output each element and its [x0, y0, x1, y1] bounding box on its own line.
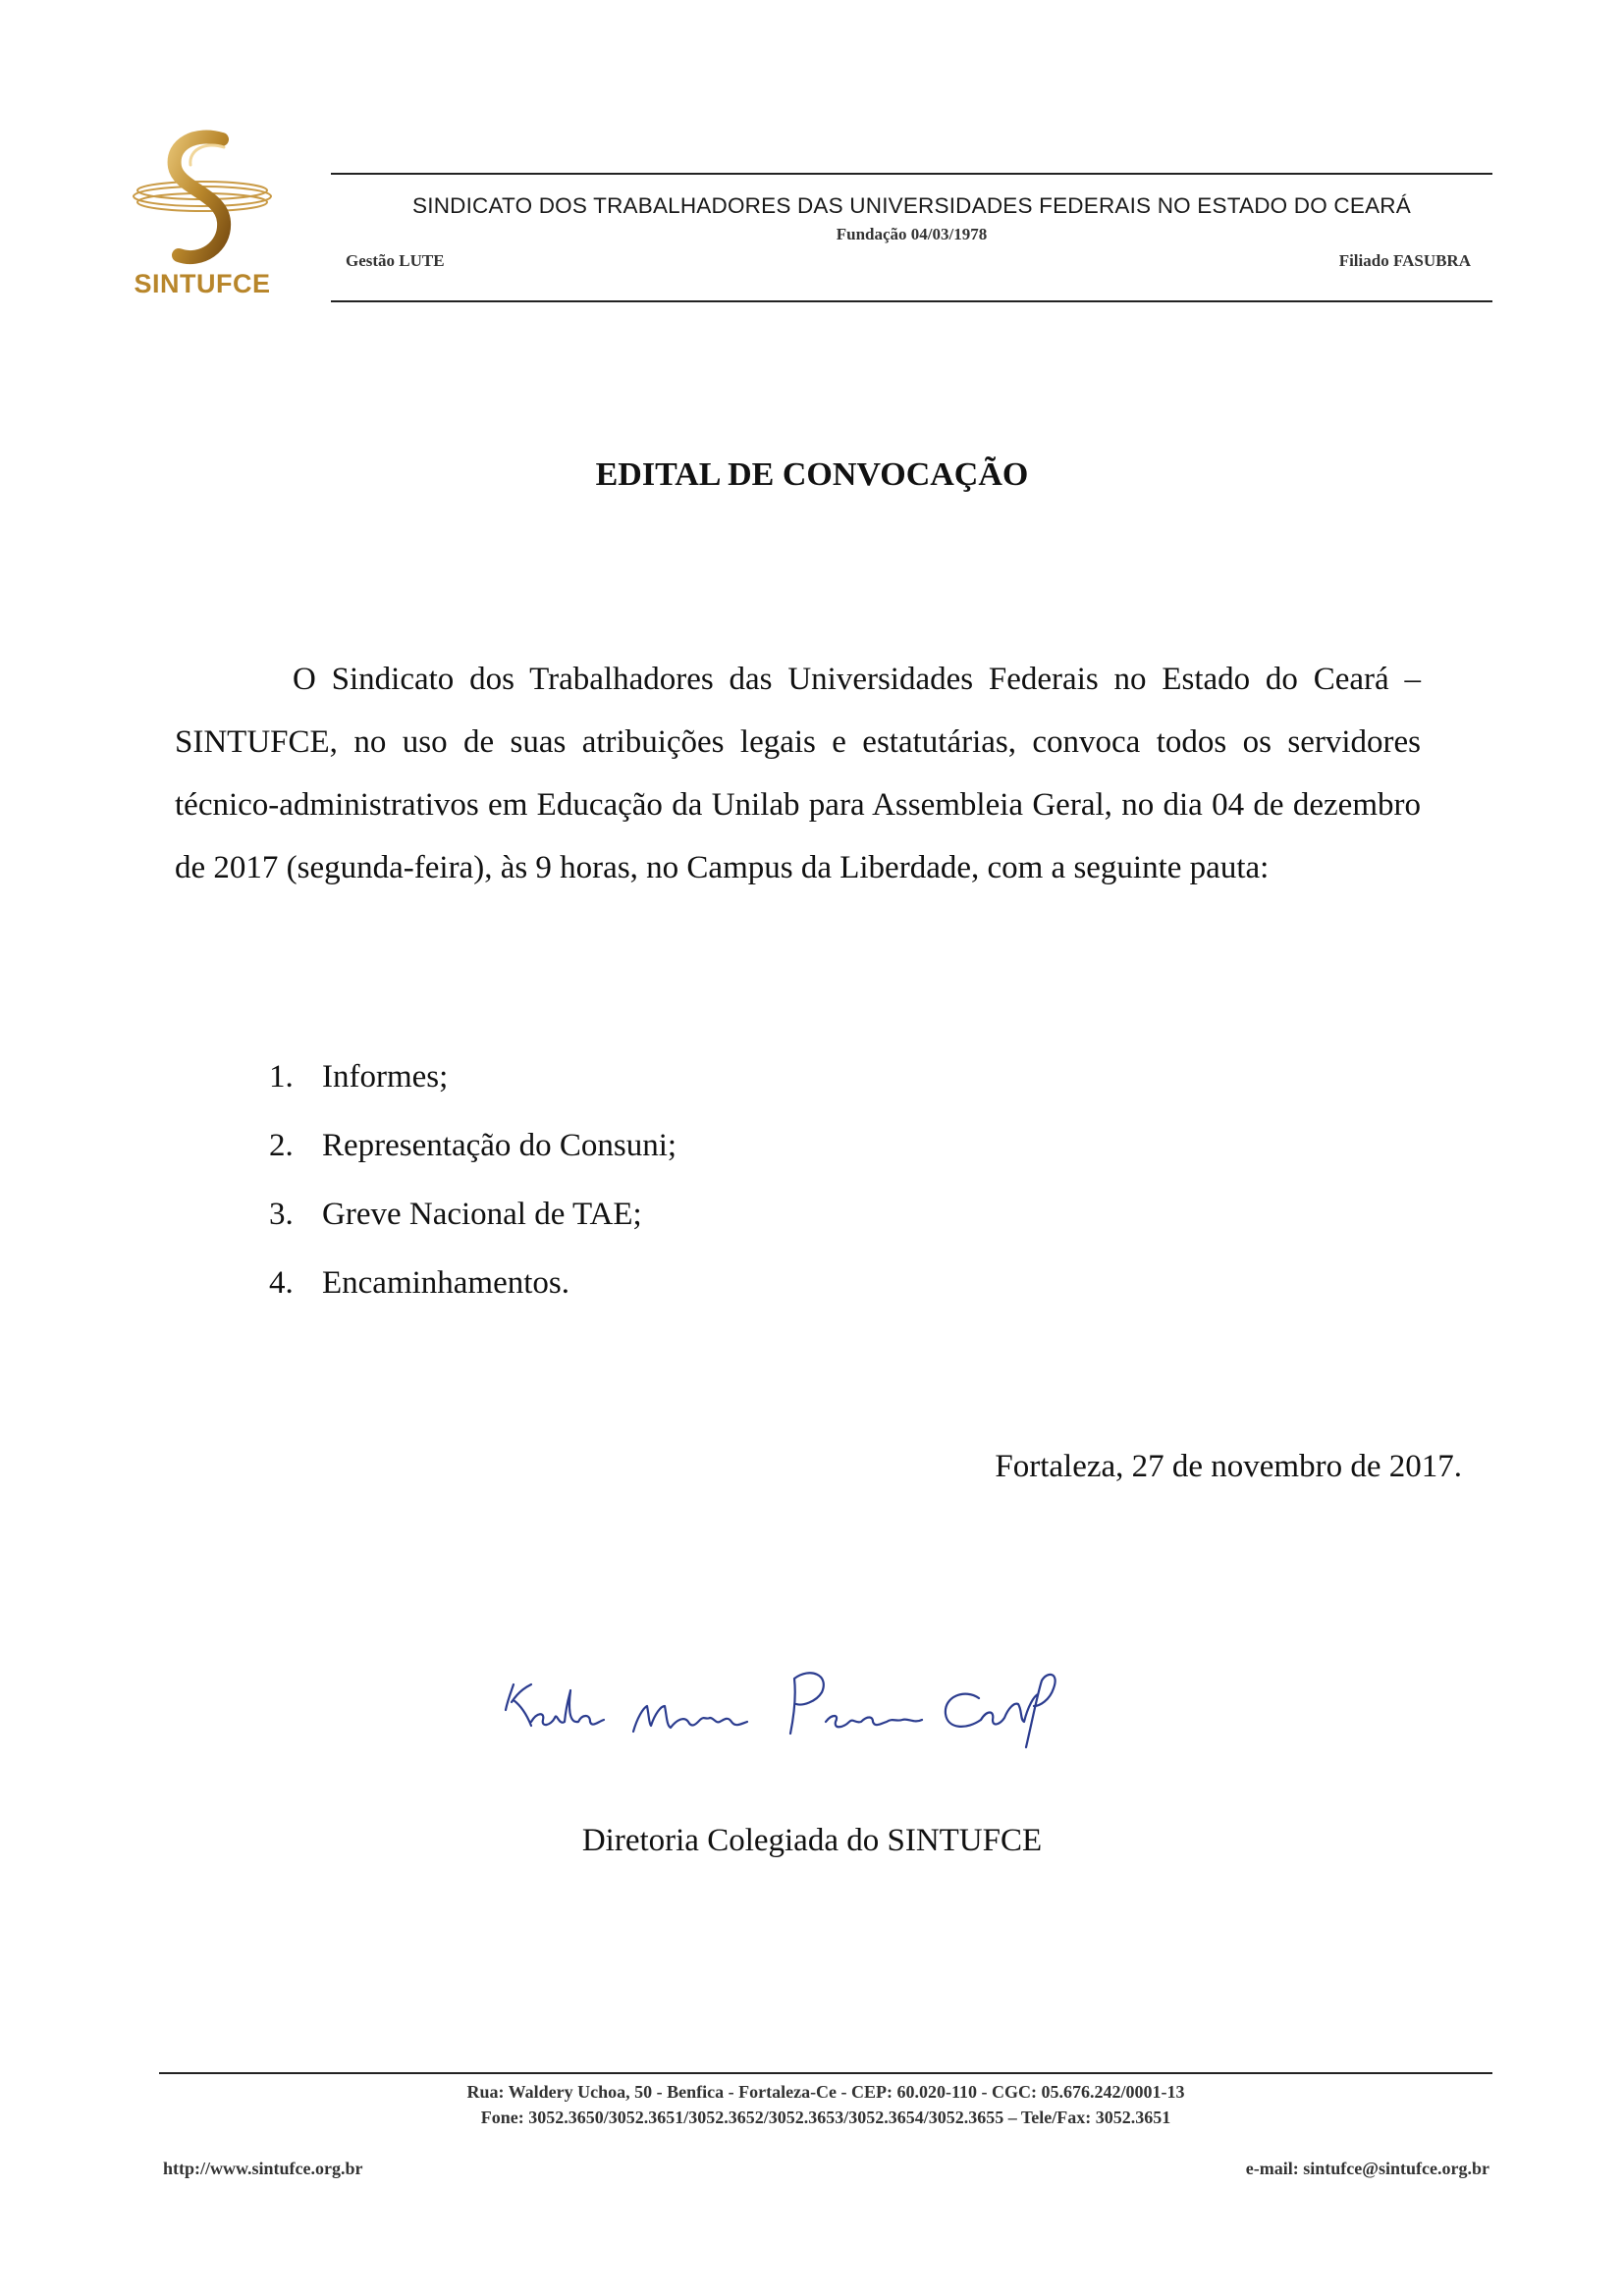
affiliation-label: Filiado FASUBRA	[1338, 251, 1471, 270]
agenda-item	[269, 1180, 677, 1249]
foundation-date: Fundação 04/03/1978	[836, 225, 988, 243]
agenda-item-number: 2.	[269, 1128, 294, 1163]
header-top-rule	[331, 173, 1492, 175]
footer-website-link[interactable]: http://www.sintufce.org.br	[163, 2159, 363, 2178]
agenda-item-text: Informes;	[322, 1059, 449, 1095]
handwritten-signature	[496, 1641, 1075, 1769]
agenda-item-number: 4.	[269, 1265, 294, 1301]
union-name: SINDICATO DOS TRABALHADORES DAS UNIVERSIDADES FEDERAIS NO ESTADO DO CEARÁ	[412, 193, 1411, 218]
agenda-item	[269, 1111, 677, 1180]
footer-rule	[159, 2072, 1492, 2074]
footer-phones: Fone: 3052.3650/3052.3651/3052.3652/3052.3653/3052.3654/3052.3655 – Tele/Fax: 3052.3651	[480, 2108, 1171, 2127]
sintufce-logo	[128, 126, 277, 304]
agenda-item-number: 3.	[269, 1197, 294, 1232]
signer-name: Diretoria Colegiada do SINTUFCE	[581, 1823, 1043, 1858]
header-bottom-rule	[331, 300, 1492, 302]
agenda-item-number: 1.	[269, 1059, 294, 1095]
agenda-item-text: Representação do Consuni;	[322, 1128, 677, 1163]
date-line: Fortaleza, 27 de novembro de 2017.	[995, 1449, 1462, 1484]
agenda-item-text: Greve Nacional de TAE;	[322, 1197, 642, 1232]
agenda-item	[269, 1249, 677, 1317]
footer-address: Rua: Waldery Uchoa, 50 - Benfica - Fortaleza-Ce - CEP: 60.020-110 - CGC: 05.676.242/0001-13	[466, 2082, 1185, 2102]
agenda-item	[269, 1042, 677, 1111]
agenda-list	[269, 1042, 677, 1317]
management-label: Gestão LUTE	[346, 251, 445, 270]
agenda-item-text: Encaminhamentos.	[322, 1265, 570, 1301]
document-title: EDITAL DE CONVOCAÇÃO	[595, 456, 1029, 493]
convocation-paragraph: O Sindicato dos Trabalhadores das Universidades Federais no Estado do Ceará – SINTUFCE, no uso de suas atribuições legais e estatutárias, convoca todos os servidores técnico-administrativos em Educação da Unilab para Assembleia Geral, no dia 04 de dezembro de 2017 (segunda-feira), às 9 horas, no Campus da Liberdade, com a seguinte pauta:	[175, 662, 1421, 885]
footer-email-link[interactable]: e-mail: sintufce@sintufce.org.br	[1245, 2159, 1489, 2178]
logo-wordmark: SINTUFCE	[134, 269, 271, 298]
